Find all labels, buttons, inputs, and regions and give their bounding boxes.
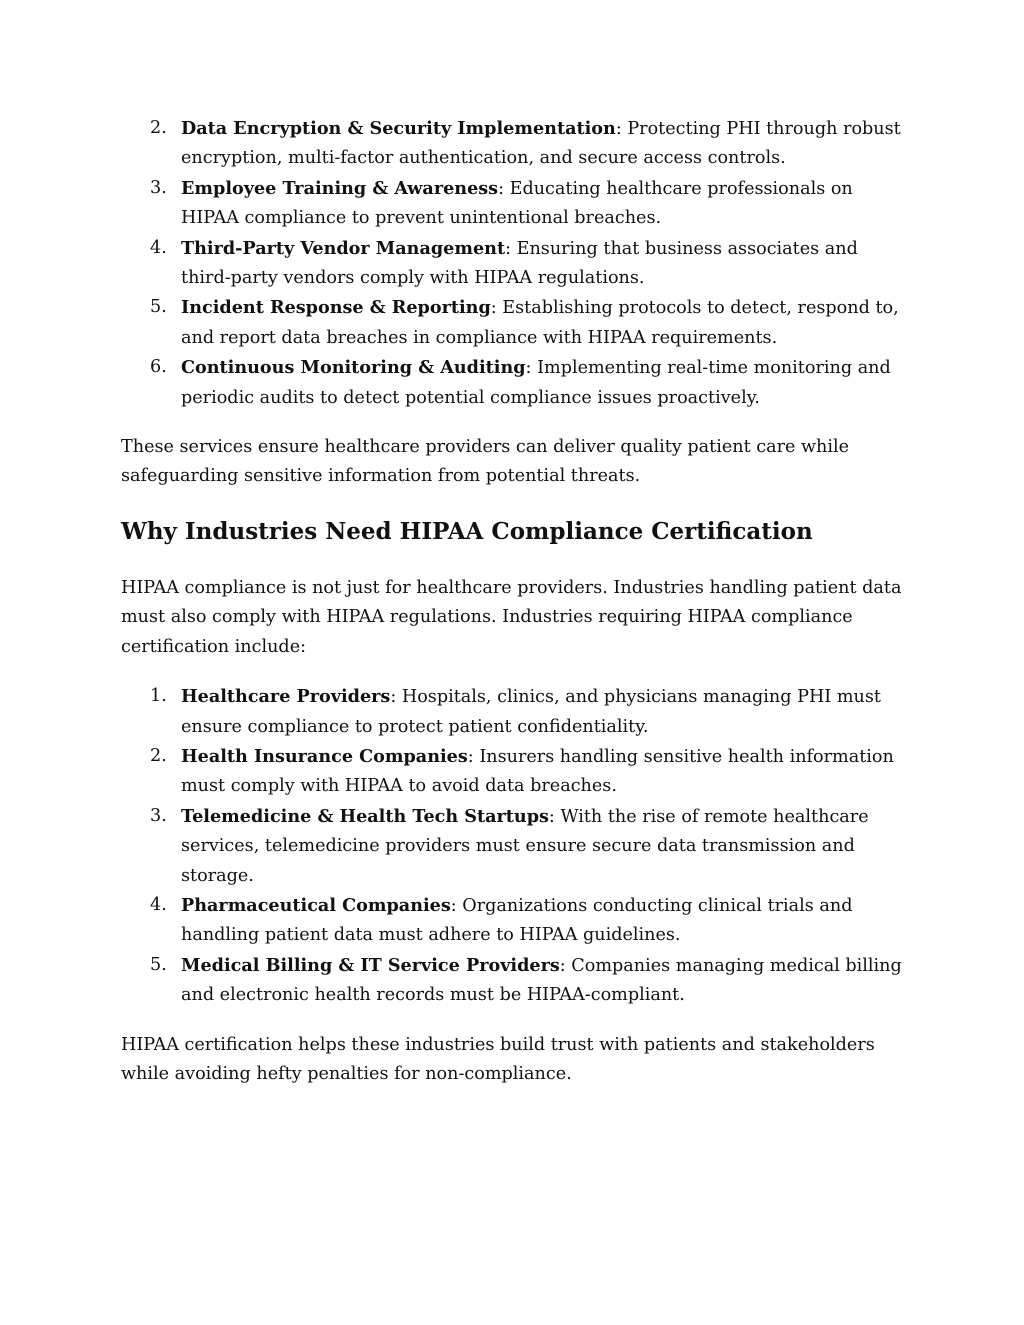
list-item-term: Healthcare Providers: [181, 686, 391, 708]
list-item: [121, 114, 911, 174]
list-item-term: Employee Training & Awareness: [181, 177, 499, 199]
list-number: 1.: [150, 686, 167, 707]
list-item: [121, 891, 911, 951]
list-item: [121, 802, 911, 891]
list-item-description: : Organizations conducting clinical trials and handling patient data must adhere to HIPAA guidelines.: [181, 895, 853, 946]
list-number: 3.: [150, 805, 167, 826]
list-number: 2.: [150, 118, 167, 138]
list-item: [121, 234, 911, 294]
list-item-description: : Hospitals, clinics, and physicians managing PHI must ensure compliance to protect patient confidentiality.: [181, 687, 881, 737]
services-summary-paragraph: These services ensure healthcare providers can deliver quality patient care while safeguarding sensitive information from potential threats.: [121, 437, 850, 487]
list-item-description: : Implementing real-time monitoring and periodic audits to detect potential compliance issues proactively.: [181, 358, 891, 408]
list-item: [121, 293, 911, 353]
list-item-description: : Insurers handling sensitive health information must comply with HIPAA to avoid data breaches.: [181, 746, 894, 797]
list-item-term: Third-Party Vendor Management: [181, 237, 506, 259]
list-item-term: Incident Response & Reporting: [181, 297, 491, 319]
list-item-description: : Protecting PHI through robust encryption, multi-factor authentication, and secure access controls.: [181, 119, 901, 169]
list-number: 3.: [150, 177, 167, 198]
list-item-term: Continuous Monitoring & Auditing: [181, 357, 526, 379]
industries-list: [121, 682, 911, 1010]
list-number: 5.: [150, 954, 167, 975]
list-item: [121, 951, 911, 1011]
list-item: [121, 353, 911, 413]
services-list: [121, 114, 911, 413]
list-number: 2.: [150, 745, 167, 766]
certification-summary-paragraph: HIPAA certification helps these industries build trust with patients and stakeholders while avoiding hefty penalties for non-compliance.: [121, 1034, 875, 1084]
list-item-description: : With the rise of remote healthcare services, telemedicine providers must ensure secure data transmission and storage.: [181, 806, 869, 886]
list-item-term: Telemedicine & Health Tech Startups: [181, 805, 549, 827]
list-item-description: : Ensuring that business associates and third-party vendors comply with HIPAA regulations.: [181, 238, 858, 289]
list-number: 4.: [150, 894, 167, 915]
list-item-description: : Establishing protocols to detect, respond to, and report data breaches in compliance with HIPAA requirements.: [181, 298, 899, 348]
list-number: 6.: [150, 357, 167, 378]
list-item-term: Health Insurance Companies: [181, 745, 468, 767]
list-item: [121, 174, 911, 234]
list-item-term: Data Encryption & Security Implementation: [181, 118, 616, 139]
list-item: [121, 682, 911, 742]
section-heading: Why Industries Need HIPAA Compliance Certification: [121, 517, 813, 545]
list-number: 4.: [150, 237, 167, 258]
list-item: [121, 742, 911, 802]
list-item-description: : Educating healthcare professionals on HIPAA compliance to prevent unintentional breaches.: [181, 178, 853, 229]
list-item-term: Pharmaceutical Companies: [181, 894, 451, 916]
list-number: 5.: [150, 297, 167, 318]
list-item-term: Medical Billing & IT Service Providers: [181, 954, 560, 976]
industries-intro-paragraph: HIPAA compliance is not just for healthcare providers. Industries handling patient data must also comply with HIPAA regulations. Industries requiring HIPAA compliance certification include:: [121, 577, 902, 657]
list-item-description: : Companies managing medical billing and electronic health records must be HIPAA-compliant.: [181, 955, 902, 1006]
document-page: [121, 114, 911, 1089]
